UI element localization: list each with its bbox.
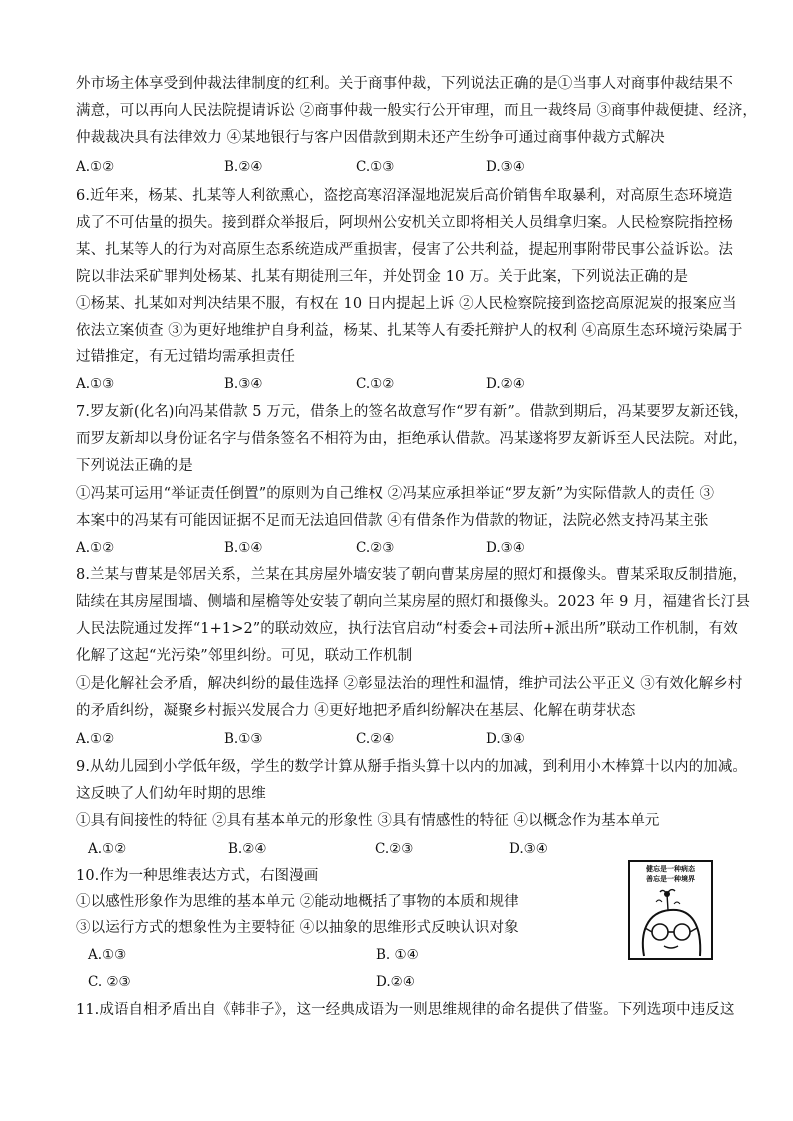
option-a[interactable]: A.①③ [76, 376, 115, 392]
option-c[interactable]: C.①③ [356, 159, 395, 175]
option-b[interactable]: B.①③ [224, 731, 263, 747]
question-8-stem: 8.兰某与曹某是邻居关系，兰某在其房屋外墙安装了朝向曹某房屋的照灯和摄像头。曹某采取反制措施， [76, 567, 748, 583]
option-a[interactable]: A.①② [88, 841, 127, 857]
question-6-stem: 6.近年来，杨某、扎某等人利欲熏心，盗挖高寒沼泽湿地泥炭后高价销售牟取暴利，对高原生态环境造 [76, 188, 733, 204]
option-b[interactable]: B.③④ [224, 376, 263, 392]
option-b[interactable]: B.②④ [228, 841, 267, 857]
option-d[interactable]: D.②④ [486, 376, 525, 392]
option-b[interactable]: B. ①④ [376, 947, 419, 963]
text-line: 下列说法正确的是 [76, 458, 193, 474]
option-b[interactable]: B.①④ [224, 540, 263, 556]
option-d[interactable]: D.③④ [486, 159, 525, 175]
text-line: 的矛盾纠纷，凝聚乡村振兴发展合力 ④更好地把矛盾纠纷解决在基层、化解在萌芽状态 [76, 703, 636, 719]
text-line: ①杨某、扎某如对判决结果不服，有权在 10 日内提起上诉 ②人民检察院接到盗挖高原泥炭的报案应当 [76, 296, 737, 312]
text-line: ①是化解社会矛盾，解决纠纷的最佳选择 ②彰显法治的理性和温情，维护司法公平正义 ③有效化解乡村 [76, 676, 743, 692]
cartoon-caption: 善忘是一种境界 [646, 875, 695, 883]
option-d[interactable]: D.③④ [509, 841, 548, 857]
text-line: 某、扎某等人的行为对高原生态系统造成严重损害，侵害了公共利益，提起刑事附带民事公益诉讼。法 [76, 242, 733, 258]
text-line: 依法立案侦查 ③为更好地维护自身利益，杨某、扎某等人有委托辩护人的权利 ④高原生态环境污染属于 [76, 323, 743, 339]
text-line: 满意，可以再向人民法院提请诉讼 ②商事仲裁一般实行公开审理，而且一裁终局 ③商事仲裁便捷、经济， [76, 103, 758, 119]
text-line: 化解了这起“光污染”邻里纠纷。可见，联动工作机制 [76, 648, 413, 664]
text-line: 陆续在其房屋围墙、侧墙和屋檐等处安装了朝向兰某房屋的照灯和摄像头。2023 年 9 月，福建省长汀县 [76, 594, 750, 610]
option-a[interactable]: A.①③ [88, 947, 127, 963]
text-line: 而罗友新却以身份证名字与借条签名不相符为由，拒绝承认借款。冯某遂将罗友新诉至人民法院。对此， [76, 431, 748, 447]
option-d[interactable]: D.③④ [486, 731, 525, 747]
text-line: 这反映了人们幼年时期的思维 [76, 786, 266, 802]
text-line: ①具有间接性的特征 ②具有基本单元的形象性 ③具有情感性的特征 ④以概念作为基本单元 [76, 813, 660, 829]
option-d[interactable]: D.②④ [376, 974, 415, 990]
text-line: 仲裁裁决具有法律效力 ④某地银行与客户因借款到期未还产生纷争可通过商事仲裁方式解决 [76, 130, 665, 146]
text-line: 院以非法采矿罪判处杨某、扎某有期徒刑三年，并处罚金 10 万。关于此案，下列说法正确的是 [76, 269, 689, 285]
text-line: 过错推定，有无过错均需承担责任 [76, 349, 295, 365]
text-line: ①冯某可运用“举证责任倒置”的原则为自己维权 ②冯某应承担举证“罗友新”为实际借款人的责任 ③ [76, 486, 715, 502]
option-c[interactable]: C. ②③ [88, 974, 131, 990]
option-a[interactable]: A.①② [76, 731, 115, 747]
option-c[interactable]: C.①② [356, 376, 395, 392]
text-line: 外市场主体享受到仲裁法律制度的红利。关于商事仲裁，下列说法正确的是①当事人对商事仲裁结果不 [76, 76, 733, 92]
question-7-stem: 7.罗友新(化名)向冯某借款 5 万元，借条上的签名故意写作“罗有新”。借款到期后，冯某要罗友新还钱， [76, 404, 749, 420]
text-line: 成了不可估量的损失。接到群众举报后，阿坝州公安机关立即将相关人员缉拿归案。人民检察院指控杨 [76, 215, 733, 231]
text-line: 本案中的冯某有可能因证据不足而无法追回借款 ④有借条作为借款的物证，法院必然支持冯某主张 [76, 513, 709, 529]
option-a[interactable]: A.①② [76, 159, 115, 175]
text-line: 人民法院通过发挥“1+1>2”的联动效应，执行法官启动“村委会+司法所+派出所”联动工作机制，有效 [76, 621, 738, 637]
question-11-stem: 11.成语自相矛盾出自《韩非子》，这一经典成语为一则思维规律的命名提供了借鉴。下列选项中违反这 [76, 1002, 735, 1018]
cartoon-image [628, 860, 713, 960]
text-line: ③以运行方式的想象性为主要特征 ④以抽象的思维形式反映认识对象 [76, 920, 519, 936]
text-line: ①以感性形象作为思维的基本单元 ②能动地概括了事物的本质和规律 [76, 894, 519, 910]
option-c[interactable]: C.②④ [356, 731, 395, 747]
option-b[interactable]: B.②④ [224, 159, 263, 175]
option-a[interactable]: A.①② [76, 540, 115, 556]
cartoon-head-drawing [630, 886, 711, 958]
option-c[interactable]: C.②③ [356, 540, 395, 556]
question-10-stem: 10.作为一种思维表达方式，右图漫画 [76, 868, 319, 884]
question-9-stem: 9.从幼儿园到小学低年级，学生的数学计算从掰手指头算十以内的加减，到利用小木棒算十以内的加减。 [76, 759, 748, 775]
cartoon-caption: 健忘是一种病态 [646, 865, 695, 873]
option-d[interactable]: D.③④ [486, 540, 525, 556]
option-c[interactable]: C.②③ [375, 841, 414, 857]
